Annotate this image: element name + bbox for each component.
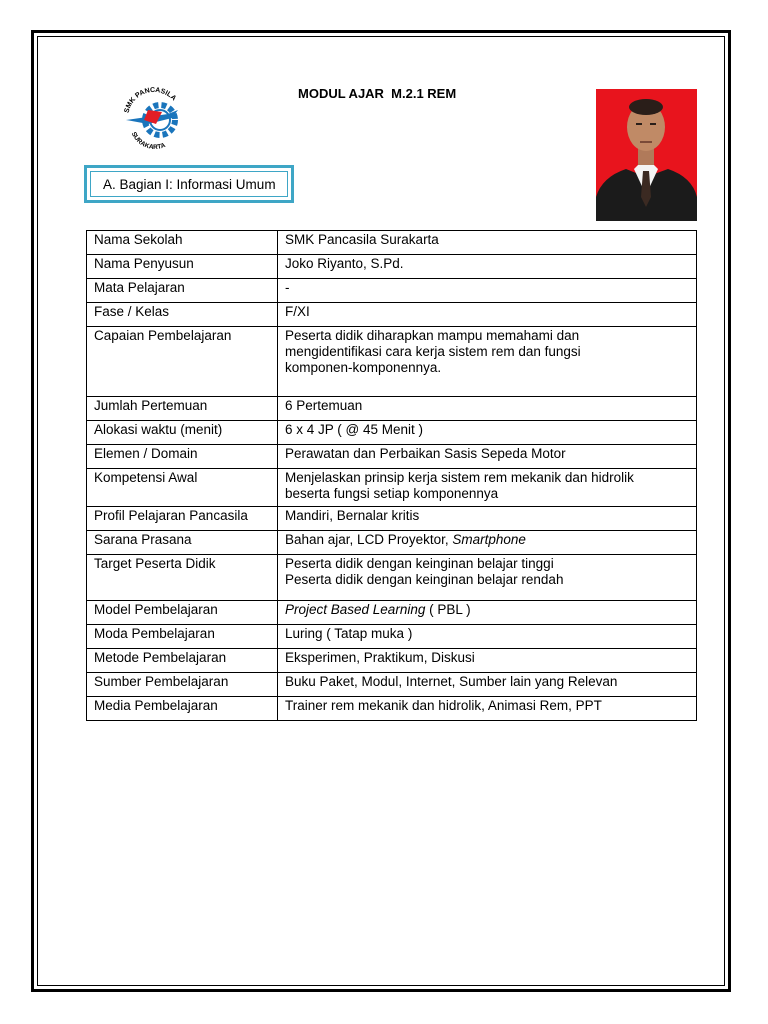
row-label: Nama Penyusun <box>87 255 278 279</box>
table-row <box>87 255 697 279</box>
table-row <box>87 469 697 507</box>
table-row <box>87 397 697 421</box>
row-label: Kompetensi Awal <box>87 469 278 507</box>
row-value: Trainer rem mekanik dan hidrolik, Animasi Rem, PPT <box>278 697 697 721</box>
logo-bottom-text: SURAKARTA <box>129 130 167 152</box>
row-label: Sarana Prasana <box>87 531 278 555</box>
row-label: Jumlah Pertemuan <box>87 397 278 421</box>
row-value-text: Bahan ajar, LCD Proyektor, <box>285 532 453 547</box>
table-row <box>87 625 697 649</box>
row-label: Nama Sekolah <box>87 231 278 255</box>
row-value <box>278 531 697 555</box>
table-row <box>87 327 697 397</box>
row-value: Mandiri, Bernalar kritis <box>278 507 697 531</box>
row-value: Buku Paket, Modul, Internet, Sumber lain yang Relevan <box>278 673 697 697</box>
row-label: Profil Pelajaran Pancasila <box>87 507 278 531</box>
row-value: SMK Pancasila Surakarta <box>278 231 697 255</box>
table-row <box>87 697 697 721</box>
page-title: MODUL AJAR M.2.1 REM <box>298 86 457 101</box>
section-heading: A. Bagian I: Informasi Umum <box>90 171 288 197</box>
table-row <box>87 421 697 445</box>
table-row <box>87 445 697 469</box>
row-value: Menjelaskan prinsip kerja sistem rem mekanik dan hidrolik beserta fungsi setiap komponennya <box>278 469 697 507</box>
row-label: Elemen / Domain <box>87 445 278 469</box>
row-value: - <box>278 279 697 303</box>
row-label: Capaian Pembelajaran <box>87 327 278 397</box>
row-value-text: ( PBL ) <box>425 602 471 617</box>
logo-top-text: SMK PANCASILA <box>123 86 178 114</box>
table-row <box>87 303 697 327</box>
row-value: Eksperimen, Praktikum, Diskusi <box>278 649 697 673</box>
table-row <box>87 649 697 673</box>
table-row <box>87 601 697 625</box>
portrait-photo <box>596 89 697 221</box>
section-heading-box <box>84 165 294 203</box>
row-label: Model Pembelajaran <box>87 601 278 625</box>
school-logo <box>118 80 190 152</box>
table-row <box>87 231 697 255</box>
table-row <box>87 555 697 601</box>
row-value: Peserta didik diharapkan mampu memahami dan mengidentifikasi cara kerja sistem rem dan fungsi komponen-komponennya. <box>278 327 697 397</box>
row-value-italic: Smartphone <box>452 532 526 547</box>
row-label: Alokasi waktu (menit) <box>87 421 278 445</box>
row-label: Fase / Kelas <box>87 303 278 327</box>
row-label: Sumber Pembelajaran <box>87 673 278 697</box>
row-value <box>278 601 697 625</box>
table-row <box>87 279 697 303</box>
table-row <box>87 531 697 555</box>
row-value-italic: Project Based Learning <box>285 602 426 617</box>
row-label: Media Pembelajaran <box>87 697 278 721</box>
row-label: Mata Pelajaran <box>87 279 278 303</box>
row-label: Target Peserta Didik <box>87 555 278 601</box>
row-value: Peserta didik dengan keinginan belajar tinggi Peserta didik dengan keinginan belajar rendah <box>278 555 697 601</box>
table-row <box>87 673 697 697</box>
row-value: Perawatan dan Perbaikan Sasis Sepeda Motor <box>278 445 697 469</box>
table-row <box>87 507 697 531</box>
row-label: Moda Pembelajaran <box>87 625 278 649</box>
row-value: 6 x 4 JP ( @ 45 Menit ) <box>278 421 697 445</box>
general-info-table <box>86 230 697 721</box>
row-label: Metode Pembelajaran <box>87 649 278 673</box>
svg-text:SURAKARTA <box>130 131 167 151</box>
row-value: Luring ( Tatap muka ) <box>278 625 697 649</box>
row-value: F/XI <box>278 303 697 327</box>
row-value: Joko Riyanto, S.Pd. <box>278 255 697 279</box>
row-value: 6 Pertemuan <box>278 397 697 421</box>
